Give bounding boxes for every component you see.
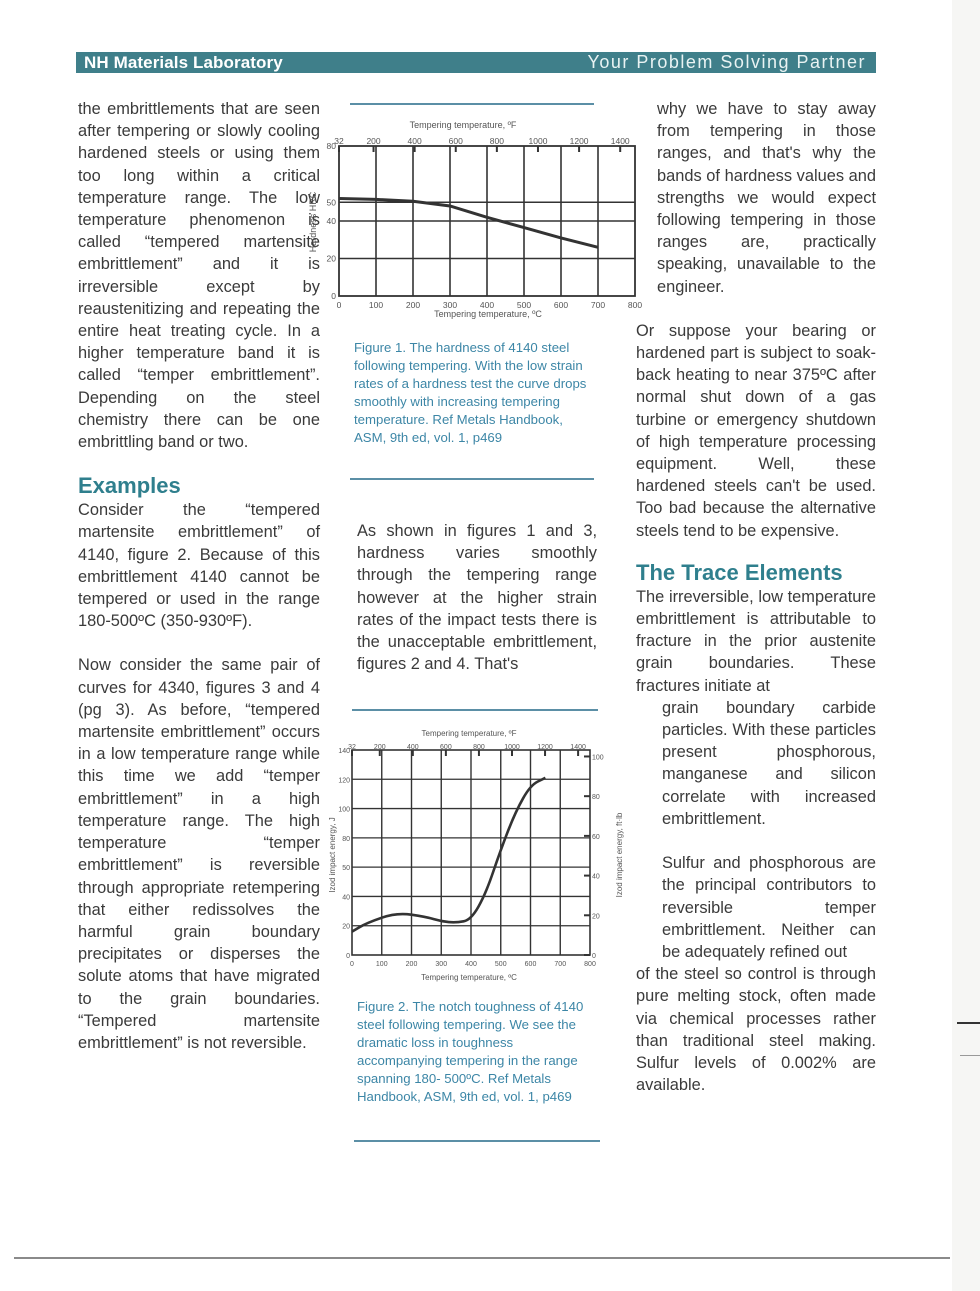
x-tick-label: 800: [584, 961, 596, 968]
x-tick-label: 100: [375, 961, 388, 968]
y2-tick-label: 0: [592, 953, 596, 960]
top-tick-label: 200: [366, 136, 381, 146]
x-tick-label: 300: [435, 961, 448, 968]
top-tick-label: 600: [448, 136, 463, 146]
scan-artifact: [957, 1022, 980, 1024]
column-left: [78, 98, 320, 1054]
top-tick-label: 1400: [610, 136, 630, 146]
x-tick-label: 400: [465, 961, 477, 968]
scan-artifact: [960, 1055, 980, 1056]
x-tick-label: 500: [494, 961, 507, 968]
top-tick-label: 800: [473, 744, 485, 751]
chart-grid: [339, 146, 635, 296]
x-axis-label: Tempering temperature, ºC: [421, 973, 517, 982]
y-tick-label: 20: [326, 253, 336, 264]
body-paragraph: The irreversible, low temperature embrittlement is attributable to fracture in the prior austenite grain boundaries. These fractures initiate at: [636, 587, 876, 695]
x-tick-label: 400: [479, 300, 495, 310]
x-tick-label: 300: [442, 300, 458, 310]
y-tick-label: 0: [331, 291, 336, 301]
figure2-top-rule: [352, 709, 598, 711]
x-tick-label: 700: [590, 300, 606, 310]
page-header: [76, 52, 876, 73]
y-tick-label: 40: [326, 216, 336, 226]
top-axis-label: Tempering temperature, ºF: [409, 120, 517, 130]
top-tick-label: 1200: [537, 744, 553, 751]
y-tick-label: 140: [338, 748, 350, 755]
x-tick-label: 800: [627, 300, 643, 310]
column-right: [636, 98, 876, 1096]
y-axis-label: Hardness HRC: [308, 191, 318, 253]
top-tick-label: 1000: [528, 136, 548, 146]
y-tick-label: 20: [342, 923, 350, 931]
chart-grid: [352, 750, 590, 955]
body-paragraph: the embrittlements that are seen after tempering or slowly cooling hardened steels or using them too long within a critical temperature range. The low temperature phenomenon is called “tempered martensite embrittlement” and it is irreversible except by reaustenitizing and repeating the entire heat treating cycle. In a higher temperature band it is called “temper embrittlement”. Depending on the steel chemistry there can be one embrittling band or two.: [78, 100, 320, 452]
top-tick-label: 32: [334, 136, 344, 146]
x-tick-label: 0: [350, 961, 354, 968]
figure2-bottom-rule: [354, 1140, 600, 1142]
top-tick-label: 200: [373, 744, 386, 751]
x-axis-label: Tempering temperature, ºC: [434, 309, 542, 319]
body-paragraph: of the steel so control is through pure melting stock, often made via chemical processes rather than traditional steel making. Sulfur levels of 0.002% are available.: [636, 965, 876, 1095]
top-tick-label: 32: [348, 744, 356, 751]
header-lab-name: NH Materials Laboratory: [84, 53, 283, 72]
y-tick-label: 40: [342, 894, 350, 902]
x-tick-label: 500: [516, 300, 532, 310]
y2-tick-label: 20: [592, 913, 600, 921]
y-tick-label: 80: [326, 141, 336, 151]
heading-trace-elements: The Trace Elements: [636, 559, 843, 585]
body-paragraph: Sulfur and phosphorous are the principal contributors to reversible temper embrittlement. Neither can be adequately refined out: [662, 854, 876, 961]
column-middle: [357, 520, 597, 675]
y-tick-label: 120: [338, 777, 350, 785]
body-paragraph: grain boundary carbide particles. With these particles present phosphorous, manganese and silicon correlate with increased embrittlement.: [662, 698, 876, 828]
top-tick-label: 1400: [570, 744, 586, 751]
top-tick-label: 800: [489, 136, 504, 146]
y-tick-label: 0: [346, 953, 350, 960]
body-paragraph: Now consider the same pair of curves for 4340, figures 3 and 4 (pg 3). As before, “tempered martensite embrittlement” occurs in a low temperature range while this time we add “temper embrittlement” in a high temperature range. The high temperature “temper embrittlement” is reversible through appropriate retempering that either redissolves the harmful grain boundary precipitates or disperses the solute atoms that have migrated to the grain boundaries. “Tempered martensite embrittlement” is not reversible.: [78, 656, 320, 1052]
y-tick-label: 50: [326, 197, 336, 208]
header-tagline: Your Problem Solving Partner: [587, 52, 866, 72]
page-bottom-rule: [14, 1257, 950, 1259]
body-paragraph: Or suppose your bearing or hardened part is subject to soak-back heating to near 375ºC after normal shut down of a gas turbine or emergency shutdown of high temperature processing equipment. Well, these hardened steels can't be used. Too bad because the alternative steels tend to be expensive.: [636, 321, 876, 540]
top-tick-label: 1200: [569, 136, 589, 146]
top-tick-label: 1000: [504, 744, 520, 751]
figure1-hardness-chart: [303, 112, 643, 324]
x-tick-label: 200: [405, 300, 421, 310]
body-paragraph: Consider the “tempered martensite embrittlement” of 4140, figure 2. Because of this embrittlement 4140 cannot be tempered or used in the range 180-500ºC (350-930ºF).: [78, 501, 320, 631]
series-line-toughness: [352, 778, 545, 932]
series-line-hardness: [339, 199, 598, 248]
figure2-caption: Figure 2. The notch toughness of 4140 steel following tempering. We see the dramatic loss in toughness accompanying tempering in the range spanning 180- 500ºC. Ref Metals Handbook, ASM, 9th ed, vol. 1, p469: [357, 999, 584, 1104]
y2-tick-label: 40: [592, 873, 600, 881]
y-tick-label: 80: [342, 835, 350, 843]
figure1-caption: Figure 1. The hardness of 4140 steel following tempering. With the low strain rates of a hardness test the curve drops smoothly with increasing tempering temperature. Ref Metals Handbook, ASM, 9th ed, vol. 1, p469: [354, 340, 587, 445]
figure1-top-rule: [350, 103, 594, 105]
heading-examples: Examples: [78, 473, 181, 499]
x-tick-label: 0: [336, 300, 342, 310]
y2-tick-label: 60: [592, 833, 600, 841]
y2-tick-label: 100: [592, 754, 604, 762]
x-tick-label: 600: [553, 300, 569, 310]
body-paragraph: As shown in figures 1 and 3, hardness varies smoothly through the tempering range however at the higher strain rates of the impact tests there is the unacceptable embrittlement, figures 2 and 4. That's: [357, 522, 597, 674]
body-paragraph: why we have to stay away from tempering in those ranges, and that's why the bands of hardness values and strengths we would expect following tempering in those ranges are, practically speaking, unavailable to the engineer.: [657, 100, 876, 296]
y-axis-label: Izod impact energy, J: [328, 817, 337, 893]
x-tick-label: 200: [405, 961, 418, 968]
y2-axis-label: Izod impact energy, ft·lb: [615, 812, 624, 898]
figure2-notch-toughness-chart: [324, 725, 642, 987]
y2-tick-label: 80: [592, 794, 600, 802]
top-tick-label: 400: [406, 744, 419, 751]
top-tick-label: 600: [440, 744, 452, 751]
x-tick-label: 600: [524, 961, 537, 968]
y-tick-label: 100: [338, 806, 350, 814]
x-tick-label: 700: [554, 961, 567, 968]
figure1-bottom-rule: [350, 478, 594, 480]
top-axis-label: Tempering temperature, ºF: [421, 729, 517, 738]
y-tick-label: 50: [342, 865, 350, 873]
top-tick-label: 400: [407, 136, 422, 146]
x-tick-label: 100: [368, 300, 384, 310]
